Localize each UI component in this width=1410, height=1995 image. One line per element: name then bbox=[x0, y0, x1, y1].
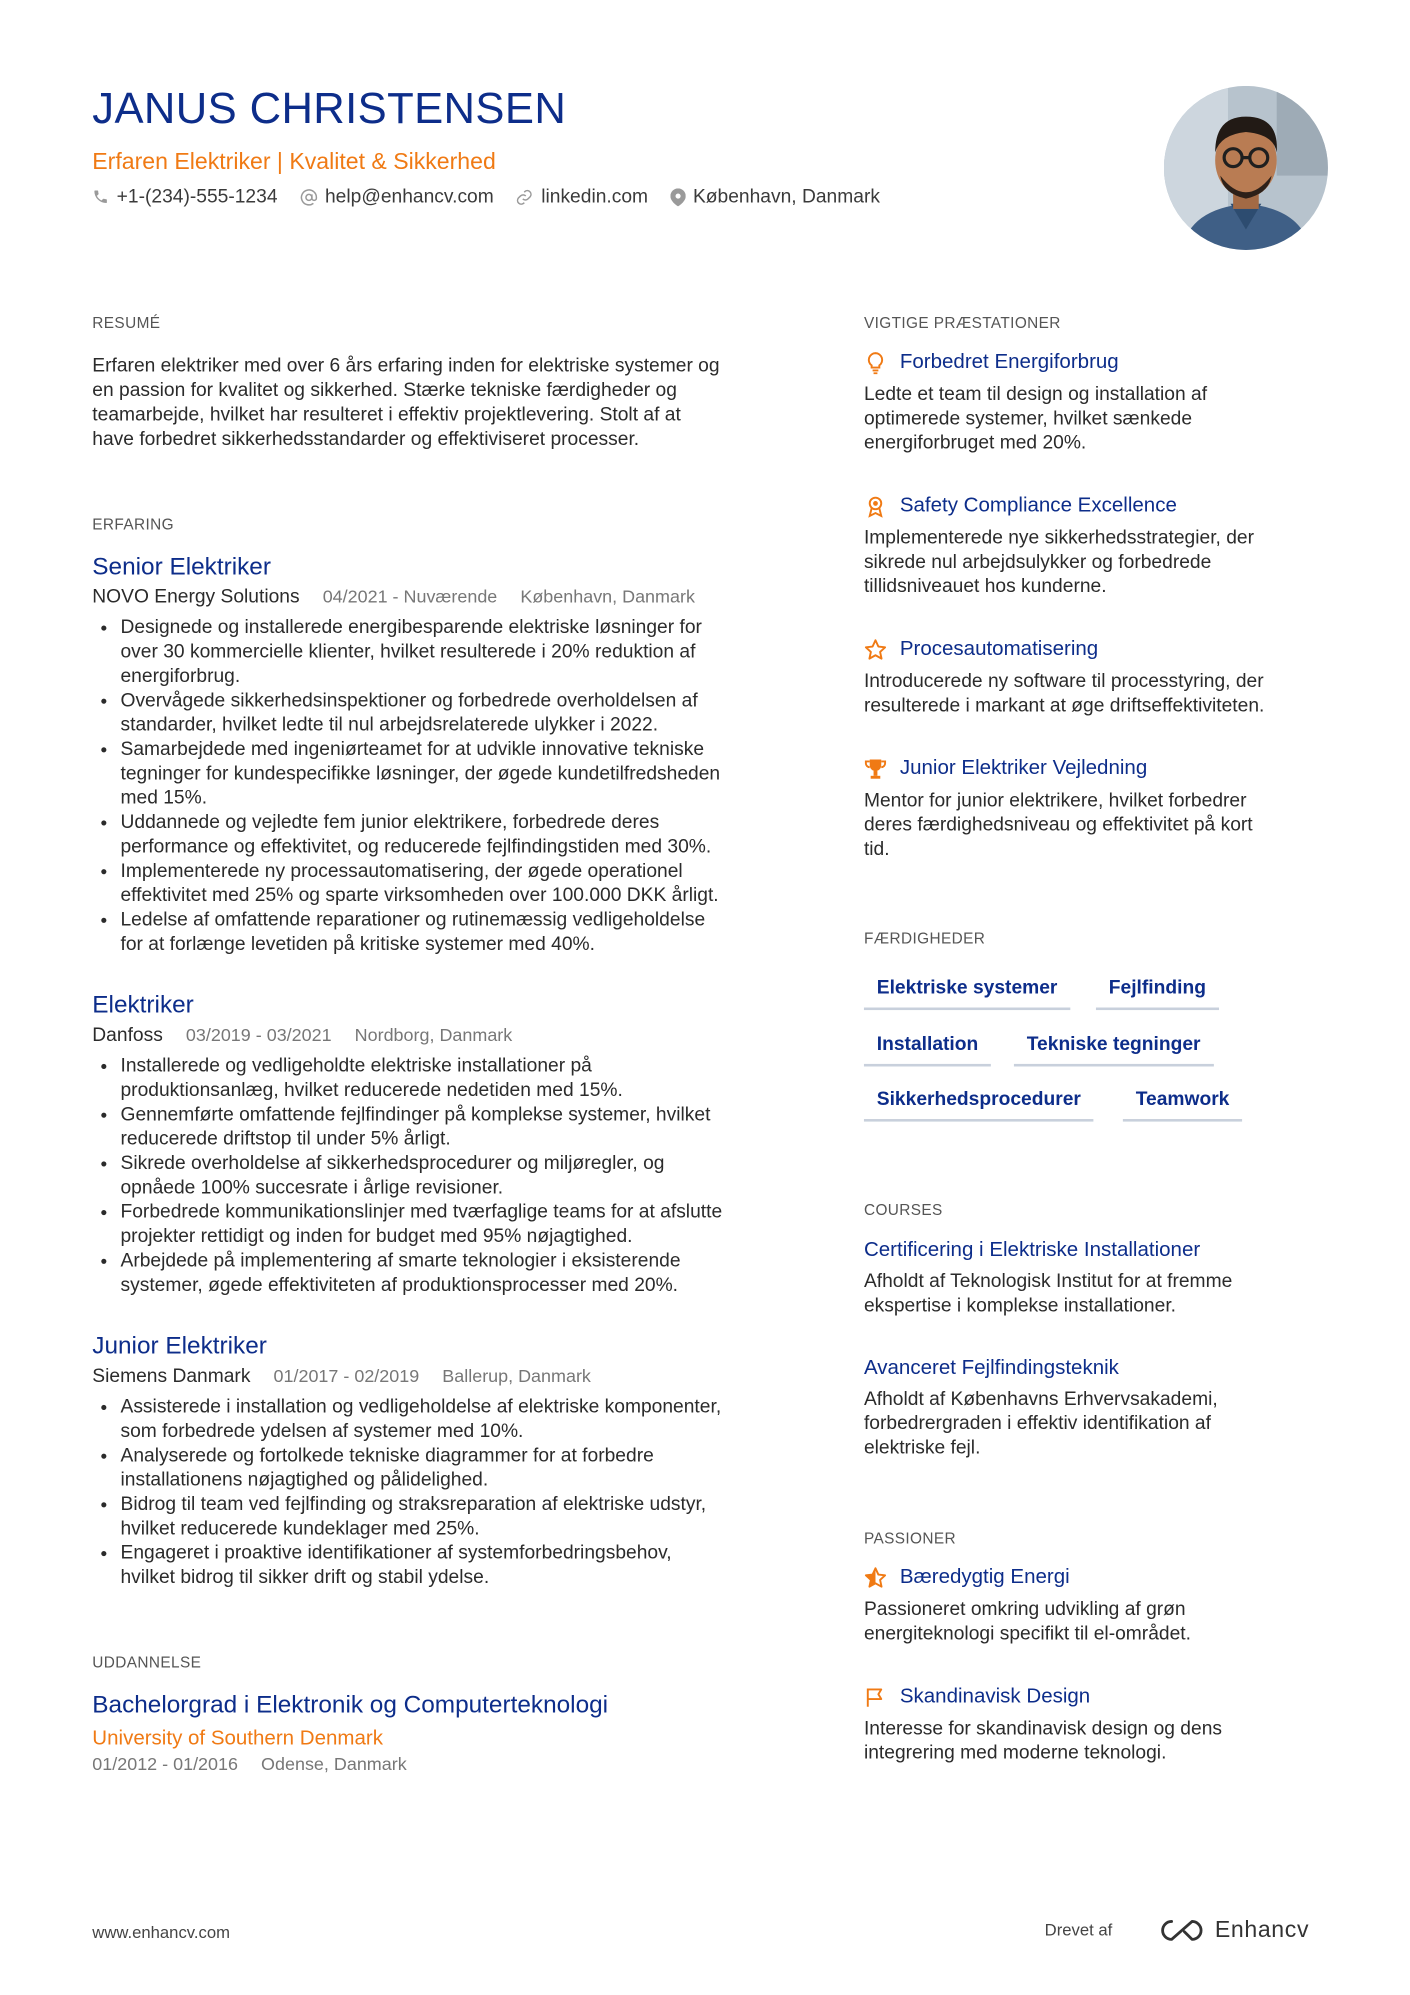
enhancv-logo-icon bbox=[1158, 1917, 1207, 1943]
achievement-line: Introducerede ny software til processtyring, der bbox=[863, 670, 1264, 693]
job-bullet: • Engageret i proaktive identifikationer af systemforbedringsbehov, hvilket bidrog til sikker drift og stabil ydelse. bbox=[120, 1541, 838, 1590]
summary-line: Erfaren elektriker med over 6 års erfaring inden for elektriske systemer og bbox=[92, 355, 720, 377]
job-title: Elektriker bbox=[92, 992, 194, 1020]
summary-line: have forbedret sikkerhedsstandarder og effektiviseret processer. bbox=[92, 428, 640, 450]
contact-location bbox=[670, 186, 880, 208]
summary-section-title: RESUMÉ bbox=[92, 314, 161, 332]
skills-section-title: FÆRDIGHEDER bbox=[863, 929, 986, 948]
candidate-tagline: Erfaren Elektriker | Kvalitet & Sikkerhed bbox=[92, 148, 496, 175]
passion-title: Skandinavisk Design bbox=[899, 1685, 1091, 1708]
link-icon bbox=[516, 188, 534, 206]
job-meta bbox=[92, 1024, 512, 1046]
experience-section-title: ERFARING bbox=[92, 515, 175, 534]
achievement-item bbox=[864, 351, 1338, 455]
job-bullet: • Forbedrede kommunikationslinjer med tværfaglige teams for at afslutte projekter rettidigt og inden for budget med 95% nøjagtighed. bbox=[120, 1200, 838, 1249]
course-line: ekspertise i komplekse installationer. bbox=[863, 1294, 1177, 1317]
job-company: NOVO Energy Solutions bbox=[92, 585, 300, 608]
passion-line: integrering med moderne teknologi. bbox=[863, 1741, 1167, 1764]
skill-tag: Fejlfinding bbox=[1096, 977, 1219, 1010]
job-period: 04/2021 - Nuværende bbox=[322, 585, 498, 607]
profile-photo bbox=[1164, 86, 1328, 250]
job-bullet: • Gennemførte omfattende fejlfindinger på komplekse systemer, hvilket reducerede driftstop til under 5% årligt. bbox=[120, 1102, 838, 1151]
education-meta bbox=[92, 1754, 406, 1775]
contact-bar bbox=[92, 186, 901, 208]
passion-line: energiteknologi specifikt til el-området. bbox=[863, 1622, 1191, 1645]
job-title: Senior Elektriker bbox=[92, 553, 271, 581]
job-period: 01/2017 - 02/2019 bbox=[273, 1365, 420, 1386]
job-bullet: • Analyserede og fortolkede tekniske diagrammer for at forbedre installationens nøjagtighed og pålidelighed. bbox=[120, 1443, 838, 1492]
school-name: University of Southern Denmark bbox=[92, 1727, 383, 1750]
course-line: Afholdt af Københavns Erhvervsakademi, bbox=[863, 1388, 1218, 1411]
location-text: København, Danmark bbox=[692, 185, 880, 208]
footer-branding bbox=[1045, 1916, 1309, 1943]
course-line: Afholdt af Teknologisk Institut for at fremme bbox=[863, 1270, 1233, 1293]
linkedin-text: linkedin.com bbox=[541, 185, 649, 208]
job-bullet: • Uddannede og vejledte fem junior elektrikere, forbedrede deres performance og effektivitet, og reducerede fejlfindingstiden med 30%. bbox=[120, 810, 838, 859]
achievement-line: deres færdighedsniveau og effektivitet på kort bbox=[863, 813, 1253, 836]
achievement-line: resulterede i markant at øge driftseffektiviteten. bbox=[863, 694, 1265, 717]
achievement-item bbox=[864, 495, 1338, 599]
summary-line: teamarbejde, hvilket har resulteret i effektiv projektlevering. Stolt af at bbox=[92, 403, 681, 426]
achievement-title: Junior Elektriker Vejledning bbox=[899, 757, 1148, 780]
footer-website[interactable]: www.enhancv.com bbox=[92, 1922, 230, 1942]
achievement-line: tid. bbox=[863, 838, 890, 861]
achievements-section-title: VIGTIGE PRÆSTATIONER bbox=[863, 314, 1061, 332]
passion-item bbox=[864, 1686, 1338, 1765]
job-bullet: • Samarbejdede med ingeniørteamet for at udvikle innovative tekniske tegninger for kundespecifikke løsninger, der øgede kundetilfredsheden med 15%. bbox=[120, 737, 838, 810]
achievement-title: Procesautomatisering bbox=[899, 638, 1099, 661]
course-line: forbedrergraden i effektiv identifikation af bbox=[863, 1412, 1211, 1435]
passion-item bbox=[864, 1566, 1338, 1645]
skill-tag: Tekniske tegninger bbox=[1014, 1033, 1213, 1066]
achievement-item bbox=[864, 758, 1338, 862]
job-bullet: • Installerede og vedligeholdte elektriske installationer på produktionsanlæg, hvilket reducerede nedetiden med 15%. bbox=[120, 1054, 838, 1103]
job-bullet: • Arbejdede på implementering af smarte teknologier i eksisterende systemer, øgede effektiviteten af produktionsprocesser med 20%. bbox=[120, 1248, 838, 1297]
summary-line: en passion for kvalitet og sikkerhed. Stærke tekniske færdigheder og bbox=[92, 379, 677, 402]
education-section-title: UDDANNELSE bbox=[92, 1653, 202, 1672]
star-half-icon bbox=[864, 1566, 887, 1589]
job-period: 03/2019 - 03/2021 bbox=[185, 1024, 332, 1045]
achievement-title: Safety Compliance Excellence bbox=[899, 494, 1177, 517]
summary-text bbox=[92, 354, 810, 451]
trophy-icon bbox=[864, 758, 887, 781]
skill-tag: Installation bbox=[864, 1033, 991, 1066]
lightbulb-icon bbox=[864, 351, 887, 374]
job-company: Danfoss bbox=[92, 1024, 163, 1046]
education-period: 01/2012 - 01/2016 bbox=[92, 1753, 238, 1775]
job-meta bbox=[92, 586, 695, 608]
course-title: Avanceret Fejlfindingsteknik bbox=[863, 1357, 1119, 1380]
job-bullet: • Bidrog til team ved fejlfinding og straksreparation af elektriske udstyr, hvilket reducerede kundeklager med 25%. bbox=[120, 1492, 838, 1541]
achievement-line: optimerede systemer, hvilket sænkede bbox=[863, 407, 1193, 430]
passion-title: Bæredygtig Energi bbox=[899, 1566, 1070, 1589]
passions-section-title: PASSIONER bbox=[863, 1529, 957, 1548]
job-location: Ballerup, Danmark bbox=[442, 1365, 591, 1386]
job-bullets bbox=[92, 1395, 838, 1590]
job-bullet: • Overvågede sikkerhedsinspektioner og forbedrede overholdelsen af standarder, hvilket ledte til nul arbejdsrelaterede ulykker i 2022. bbox=[120, 688, 838, 737]
skill-tag: Elektriske systemer bbox=[864, 977, 1070, 1010]
location-pin-icon bbox=[670, 188, 685, 206]
degree-title: Bachelorgrad i Elektronik og Computerteknologi bbox=[92, 1692, 609, 1719]
job-bullet: • Sikrede overholdelse af sikkerhedsprocedurer og miljøregler, og opnåede 100% succesrate i årlige revisioner. bbox=[120, 1151, 838, 1200]
job-company: Siemens Danmark bbox=[92, 1365, 251, 1387]
passion-line: Passioneret omkring udvikling af grøn bbox=[863, 1598, 1186, 1621]
contact-phone bbox=[92, 186, 277, 208]
job-bullet: • Designede og installerede energibesparende elektriske løsninger for over 30 kommercielle klienter, hvilket resulterede i 20% reduktion af energiforbrug. bbox=[120, 615, 838, 688]
achievement-line: Implementerede nye sikkerhedsstrategier, der bbox=[863, 526, 1255, 549]
enhancv-logo-text: Enhancv bbox=[1214, 1916, 1310, 1942]
flag-icon bbox=[864, 1686, 887, 1709]
at-icon bbox=[299, 188, 317, 206]
skill-tag: Sikkerhedsprocedurer bbox=[864, 1088, 1094, 1121]
achievement-line: tillidsniveauet hos kunderne. bbox=[863, 575, 1107, 598]
enhancv-logo[interactable] bbox=[1158, 1916, 1309, 1943]
powered-by-text: Drevet af bbox=[1044, 1920, 1113, 1940]
course-item bbox=[864, 1357, 1338, 1460]
achievement-title: Forbedret Energiforbrug bbox=[899, 351, 1119, 374]
job-bullets bbox=[92, 1054, 838, 1298]
phone-icon bbox=[92, 188, 109, 205]
achievement-item bbox=[864, 638, 1338, 717]
passion-line: Interesse for skandinavisk design og dens bbox=[863, 1717, 1223, 1740]
contact-linkedin[interactable] bbox=[516, 186, 649, 208]
award-icon bbox=[864, 495, 887, 518]
job-meta bbox=[92, 1365, 591, 1387]
star-icon bbox=[864, 638, 887, 661]
achievement-line: Ledte et team til design og installation af bbox=[863, 383, 1208, 406]
email-text: help@enhancv.com bbox=[324, 185, 494, 208]
job-location: Nordborg, Danmark bbox=[354, 1024, 513, 1045]
course-item bbox=[864, 1240, 1338, 1318]
contact-email[interactable] bbox=[299, 186, 493, 208]
course-title: Certificering i Elektriske Installationer bbox=[863, 1239, 1201, 1262]
job-bullet: • Implementerede ny processautomatisering, der øgede operationel effektivitet med 25% og sparte virksomheden over 100.000 DKK årligt. bbox=[120, 859, 838, 908]
job-title: Junior Elektriker bbox=[92, 1333, 267, 1361]
phone-text: +1-(234)-555-1234 bbox=[116, 185, 278, 208]
job-location: København, Danmark bbox=[520, 585, 695, 607]
achievement-line: sikrede nul arbejdsulykker og forbedrede bbox=[863, 551, 1212, 573]
job-bullets bbox=[92, 615, 838, 956]
education-location: Odense, Danmark bbox=[261, 1753, 407, 1775]
courses-section-title: COURSES bbox=[863, 1201, 943, 1220]
course-line: elektriske fejl. bbox=[863, 1436, 981, 1459]
job-bullet: • Ledelse af omfattende reparationer og rutinemæssig vedligeholdelse for at forlænge levetiden på kritiske systemer med 40%. bbox=[120, 908, 838, 957]
job-bullet: • Assisterede i installation og vedligeholdelse af elektriske komponenter, som forbedrede ydelsen af systemer med 10%. bbox=[120, 1395, 838, 1444]
achievement-line: Mentor for junior elektrikere, hvilket forbedrer bbox=[863, 789, 1247, 812]
achievement-line: energiforbruget med 20%. bbox=[863, 431, 1087, 454]
candidate-name: JANUS CHRISTENSEN bbox=[92, 84, 567, 134]
skill-tag: Teamwork bbox=[1123, 1088, 1242, 1121]
